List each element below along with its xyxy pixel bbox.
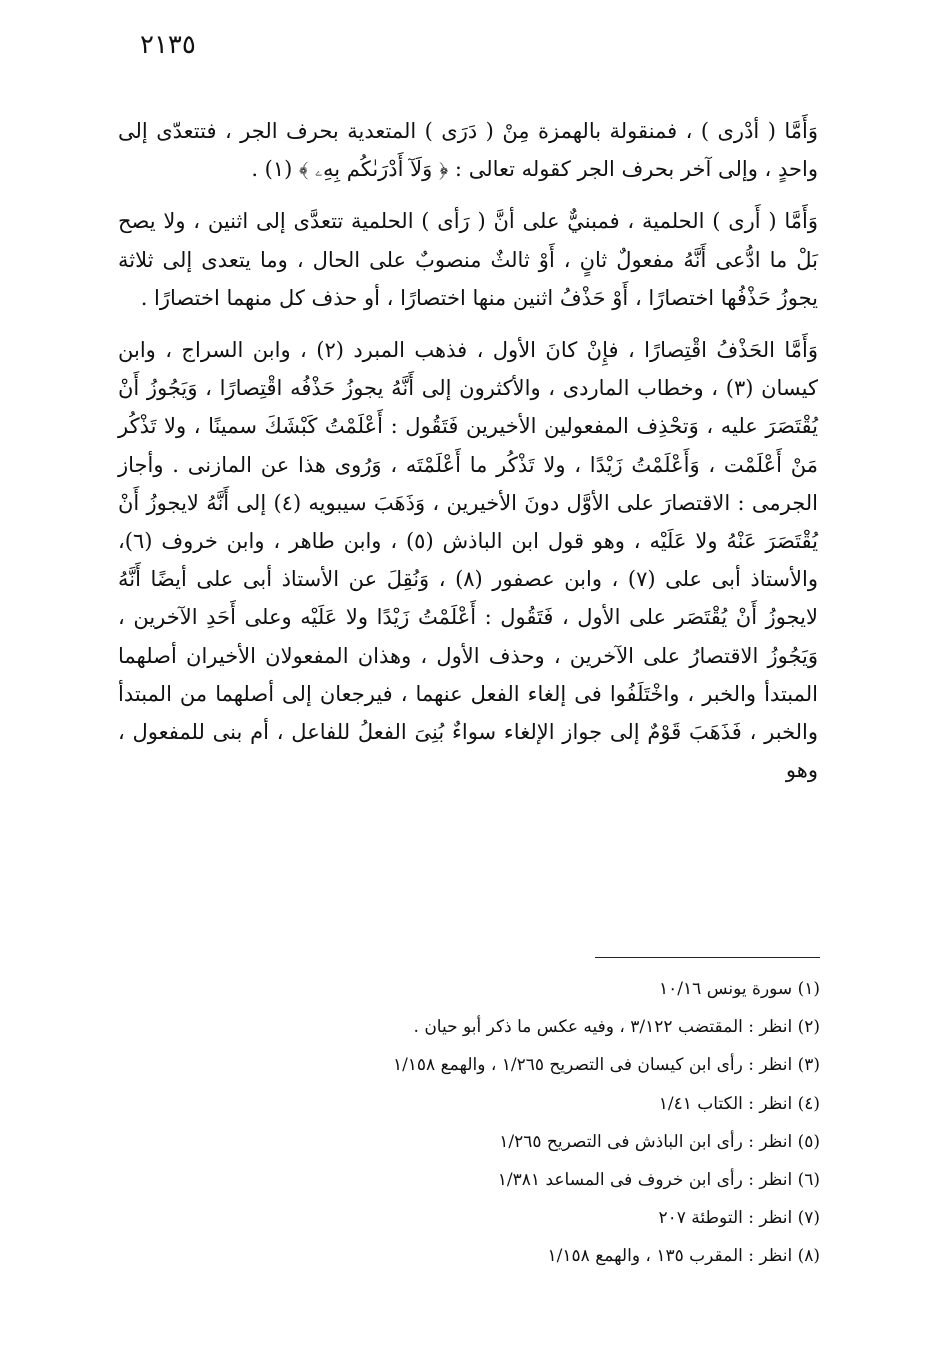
footnote: (٧) انظر : التوطئة ٢٠٧ xyxy=(658,1208,820,1229)
paragraph-adra: وَأَمَّا ( أدْرى ) ، فمنقولة بالهمزة مِنْ ( دَرَى ) المتعدية بحرف الجر ، فتتعدّى إلى واحدٍ ، وإلى آخر بحرف الجر كقوله تعالى : ﴿ وَلَآ أَدْرَىٰكُم بِهِۦ ﴾ (١) . xyxy=(118,119,818,182)
footnote: (٢) انظر : المقتضب ٣/١٢٢ ، وفيه عكس ما ذكر أبو حيان . xyxy=(413,1017,820,1038)
paragraph-hadhf: وَأَمَّا الحَذْفُ اقْتِصارًا ، فإِنْ كانَ الأول ، فذهب المبرد (٢) ، وابن السراج ، وابن كيسان (٣) ، وخطاب الماردى ، والأكثرون إلى أَنَّهُ يجوزُ حَذْفُه اقْتِصارًا ، وَيَجُوزُ أَنْ يُقْتَصَرَ عليه ، وَتحْذِف المفعولين الأخيرين فَتَقُول : أَعْلَمْتُ كَبْشَكَ سمينًا ، ولا تَذْكُر مَنْ أَعْلَمْت ، وَأَعْلَمْتُ زَيْدًا ، ولا تَذْكُر ما أَعْلَمْتَه ، وَرُوى هذا عن المازنى . وأجاز الجرمى : الاقتصارَ على الأوَّل دونَ الأخيرين ، وَذَهَبَ سيبويه (٤) إلى أَنَّهُ لايجوزُ أَنْ يُقْتَصَرَ عَنْهُ ولا عَلَيْه ، وهو قول ابن الباذش (٥) ، وابن طاهر ، وابن خروف (٦)، والأستاذ أبى على (٧) ، وابن عصفور (٨) ، وَنُقِلَ عن الأستاذ أبى على أيضًا أَنَّهُ لايجوزُ أَنْ يُقْتَصَر على الأول ، فَتَقُول : أَعْلَمْتُ زَيْدًا ولا عَلَيْه وعلى أَحَدِ الآخرين ، وَيَجُوزُ الاقتصارُ على الآخرين ، وحذف الأول ، وهذان المفعولان الأخيران أصلهما المبتدأ والخبر ، واخْتَلَفُوا فى إلغاء الفعل عنهما ، فيرجعان إلى أصلهما من المبتدأ والخبر ، فَذَهَبَ قَوْمٌ إلى جواز الإلغاء سواءٌ بُنِىَ الفعلُ للفاعل ، أم بنى للمفعول ، وهو xyxy=(118,338,818,783)
paragraph-ara: وَأَمَّا ( أَرى ) الحلمية ، فمبنيٌّ على أنَّ ( رَأى ) الحلمية تتعدَّى إلى اثنين ، ولا يصح بَلْ ما ادُّعى أَنَّهُ مفعولٌ ثانٍ ، أَوْ ثالثٌ منصوبٌ على الحال ، وما يتعدى إلى ثلاثة يجوزُ حَذْفُها اختصارًا ، أَوْ حَذْفُ اثنين منها اختصارًا ، أو حذف كل منهما اختصارًا . xyxy=(118,209,818,310)
page-number: ٢١٣٥ xyxy=(140,30,196,60)
footnote-separator xyxy=(595,957,820,958)
main-text xyxy=(118,112,818,799)
footnotes xyxy=(250,970,820,1276)
footnote: (١) سورة يونس ١٠/١٦ xyxy=(659,979,820,999)
footnote: (٨) انظر : المقرب ١٣٥ ، والهمع ١/١٥٨ xyxy=(547,1246,820,1267)
footnote: (٦) انظر : رأى ابن خروف فى المساعد ١/٣٨١ xyxy=(497,1170,820,1191)
footnote: (٣) انظر : رأى ابن كيسان فى التصريح ١/٢٦٥ ، والهمع ١/١٥٨ xyxy=(392,1055,820,1076)
footnote: (٥) انظر : رأى ابن الباذش فى التصريح ١/٢٦٥ xyxy=(499,1131,820,1152)
footnote: (٤) انظر : الكتاب ١/٤١ xyxy=(658,1093,820,1114)
